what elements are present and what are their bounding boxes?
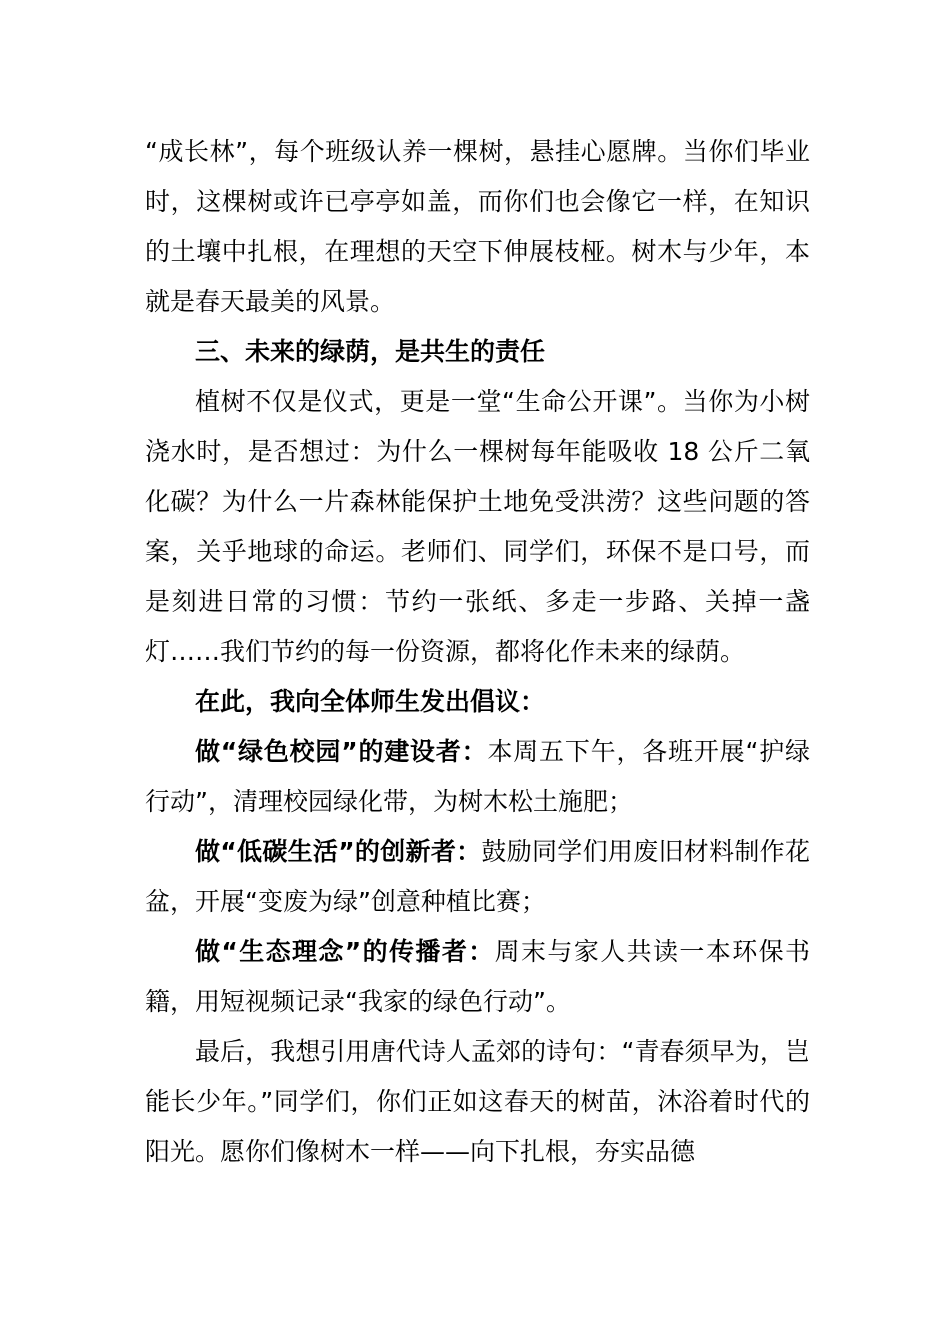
paragraph-life-lesson bbox=[145, 377, 810, 677]
document-body bbox=[145, 127, 810, 1177]
proposal-text: 鼓励同学们用废旧材料制作花盆，开展“变废为绿”创意种植比赛； bbox=[145, 837, 810, 916]
proposal-intro bbox=[145, 677, 810, 727]
proposal-text: 周末与家人共读一本环保书籍，用短视频记录“我家的绿色行动”。 bbox=[145, 937, 810, 1016]
proposal-lead: 做“低碳生活”的创新者： bbox=[195, 837, 482, 866]
heading-text: 三、未来的绿荫，是共生的责任 bbox=[195, 337, 546, 366]
section-heading-3 bbox=[145, 327, 810, 377]
paragraph-text: “成长林”，每个班级认养一棵树，悬挂心愿牌。当你们毕业时，这棵树或许已亭亭如盖，而你们也会像它一样，在知识的土壤中扎根，在理想的天空下伸展枝桠。树木与少年，本就是春天最美的风景。 bbox=[145, 137, 810, 316]
paragraph-closing bbox=[145, 1027, 810, 1177]
paragraph-text: 植树不仅是仪式，更是一堂“生命公开课”。当你为小树浇水时，是否想过：为什么一棵树每年能吸收 18 公斤二氧化碳？为什么一片森林能保护土地免受洪涝？这些问题的答案，关乎地球的命运。老师们、同学们，环保不是口号，而是刻进日常的习惯：节约一张纸、多走一步路、关掉一盏灯……我们节约的每一份资源，都将化作未来的绿荫。 bbox=[145, 387, 810, 666]
proposal-item-eco-concept bbox=[145, 927, 810, 1027]
proposal-lead: 做“绿色校园”的建设者： bbox=[195, 737, 488, 766]
proposal-item-green-campus bbox=[145, 727, 810, 827]
proposal-item-low-carbon bbox=[145, 827, 810, 927]
paragraph-growth-forest bbox=[145, 127, 810, 327]
proposal-lead: 做“生态理念”的传播者： bbox=[195, 937, 495, 966]
proposal-intro-text: 在此，我向全体师生发出倡议： bbox=[195, 687, 546, 716]
proposal-text: 本周五下午，各班开展“护绿行动”，清理校园绿化带，为树木松土施肥； bbox=[145, 737, 810, 816]
paragraph-text: 最后，我想引用唐代诗人孟郊的诗句：“青春须早为，岂能长少年。”同学们，你们正如这春天的树苗，沐浴着时代的阳光。愿你们像树木一样——向下扎根，夯实品德 bbox=[145, 1037, 810, 1166]
